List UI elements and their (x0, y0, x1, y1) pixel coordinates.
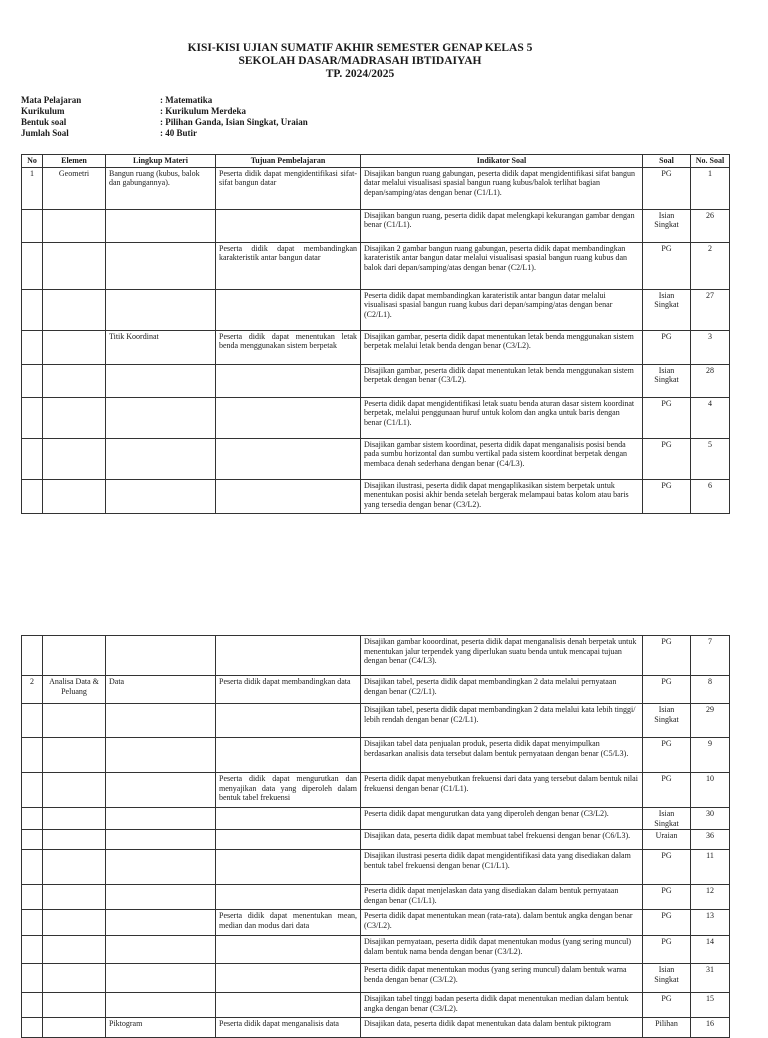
row-lingkup-materi (106, 242, 216, 289)
row-indikator-soal: Disajikan bangun ruang gabungan, peserta didik dapat mengidentifikasi sifat bangun datar melalui visualisasi spasial bangun ruang kubus/balok terlihat bagian depan/samping/atas dengan benar (C1/L1). (361, 167, 643, 209)
row-indikator-soal: Disajikan tabel, peserta didik dapat membandingkan 2 data melalui kata lebih tinggi/ lebih rendah dengan benar (C2/L1). (361, 704, 643, 738)
row-no-soal: 12 (691, 885, 730, 910)
row-no (22, 479, 43, 513)
row-bentuk-soal: Isian Singkat (643, 808, 691, 830)
row-bentuk-soal: PG (643, 479, 691, 513)
row-no (22, 964, 43, 993)
row-no-soal: 11 (691, 850, 730, 885)
row-no-soal: 8 (691, 676, 730, 704)
row-lingkup-materi (106, 364, 216, 397)
row-no (22, 1018, 43, 1038)
row-no-soal: 3 (691, 330, 730, 364)
row-elemen (43, 773, 106, 808)
row-lingkup-materi (106, 438, 216, 479)
header-no: No (22, 155, 43, 168)
header-tujuan-pembelajaran: Tujuan Pembelajaran (216, 155, 361, 168)
row-bentuk-soal: PG (643, 330, 691, 364)
row-lingkup-materi (106, 964, 216, 993)
row-elemen (43, 364, 106, 397)
row-no (22, 885, 43, 910)
row-lingkup-materi (106, 850, 216, 885)
kisi-kisi-table-page1 (21, 154, 730, 514)
row-bentuk-soal: Isian Singkat (643, 364, 691, 397)
row-indikator-soal: Disajikan 2 gambar bangun ruang gabungan, peserta didik dapat membandingkan karateristik antar bangun datar melalui visualisasi spasial bangun ruang kubus dan balok dari depan/samping/atas dengan benar (C2/L1). (361, 242, 643, 289)
table-row (22, 1018, 730, 1038)
header-elemen: Elemen (43, 155, 106, 168)
row-tujuan-pembelajaran (216, 830, 361, 850)
row-indikator-soal: Peserta didik dapat menentukan modus (yang sering muncul) dalam bentuk warna benda dengan benar (C3/L2). (361, 964, 643, 993)
row-lingkup-materi (106, 773, 216, 808)
row-no-soal: 31 (691, 964, 730, 993)
row-tujuan-pembelajaran (216, 364, 361, 397)
row-indikator-soal: Disajikan gambar, peserta didik dapat menentukan letak benda menggunakan sistem berpetak melalui letak benda dengan benar (C3/L2). (361, 330, 643, 364)
row-tujuan-pembelajaran (216, 397, 361, 438)
row-bentuk-soal: PG (643, 993, 691, 1018)
row-tujuan-pembelajaran: Peserta didik dapat menganalisis data (216, 1018, 361, 1038)
row-tujuan-pembelajaran (216, 993, 361, 1018)
row-indikator-soal: Disajikan gambar sistem koordinat, peserta didik dapat menganalisis posisi benda pada sumbu horizontal dan sumbu vertikal pada sistem koordinat berpetak dengan membaca denah sederhana dengan benar (C4/L3). (361, 438, 643, 479)
row-lingkup-materi (106, 397, 216, 438)
row-tujuan-pembelajaran: Peserta didik dapat menentukan letak benda menggunakan sistem berpetak (216, 330, 361, 364)
table-row (22, 242, 730, 289)
kisi-kisi-table-page2 (21, 635, 730, 1038)
row-bentuk-soal: Isian Singkat (643, 964, 691, 993)
table-body (22, 636, 730, 1038)
row-lingkup-materi (106, 910, 216, 936)
row-no (22, 704, 43, 738)
row-no (22, 850, 43, 885)
row-lingkup-materi (106, 636, 216, 676)
meta-row (21, 106, 308, 117)
table-row (22, 330, 730, 364)
row-bentuk-soal: PG (643, 885, 691, 910)
meta-block (21, 95, 308, 139)
row-no (22, 808, 43, 830)
table-row (22, 936, 730, 964)
table-row (22, 885, 730, 910)
header-soal: Soal (643, 155, 691, 168)
document-title-line3: TP. 2024/2025 (325, 68, 395, 80)
row-indikator-soal: Peserta didik dapat membandingkan karateristik antar bangun datar melalui visualisasi spasial bangun ruang kubus dari depan/samping/atas dengan benar (C2/L1). (361, 289, 643, 330)
row-no-soal: 27 (691, 289, 730, 330)
meta-label: Kurikulum (21, 106, 65, 116)
row-no (22, 910, 43, 936)
row-indikator-soal: Disajikan pernyataan, peserta didik dapat menentukan modus (yang sering muncul) dalam bentuk nama benda dengan benar (C3/L2). (361, 936, 643, 964)
row-no-soal: 16 (691, 1018, 730, 1038)
row-tujuan-pembelajaran (216, 964, 361, 993)
row-elemen (43, 209, 106, 242)
row-no-soal: 15 (691, 993, 730, 1018)
row-no (22, 773, 43, 808)
meta-label: Jumlah Soal (21, 128, 69, 138)
row-tujuan-pembelajaran (216, 636, 361, 676)
row-tujuan-pembelajaran: Peserta didik dapat membandingkan data (216, 676, 361, 704)
meta-row (21, 117, 308, 128)
row-no (22, 936, 43, 964)
table-row (22, 993, 730, 1018)
row-bentuk-soal: PG (643, 773, 691, 808)
row-tujuan-pembelajaran: Peserta didik dapat mengidentifikasi sifat-sifat bangun datar (216, 167, 361, 209)
row-bentuk-soal: PG (643, 910, 691, 936)
row-bentuk-soal: PG (643, 850, 691, 885)
meta-value: : 40 Butir (160, 128, 197, 138)
table-row (22, 773, 730, 808)
row-tujuan-pembelajaran (216, 936, 361, 964)
row-bentuk-soal: PG (643, 676, 691, 704)
row-bentuk-soal: PG (643, 738, 691, 773)
meta-value: : Kurikulum Merdeka (160, 106, 247, 116)
row-tujuan-pembelajaran: Peserta didik dapat menentukan mean, median dan modus dari data (216, 910, 361, 936)
row-elemen (43, 704, 106, 738)
row-bentuk-soal: Isian Singkat (643, 209, 691, 242)
row-elemen (43, 885, 106, 910)
row-no-soal: 13 (691, 910, 730, 936)
row-elemen (43, 850, 106, 885)
table-row (22, 479, 730, 513)
row-no-soal: 6 (691, 479, 730, 513)
document-title-line1: KISI-KISI UJIAN SUMATIF AKHIR SEMESTER GENAP KELAS 5 (187, 42, 533, 54)
row-no-soal: 7 (691, 636, 730, 676)
row-no (22, 438, 43, 479)
row-lingkup-materi (106, 209, 216, 242)
table-row (22, 676, 730, 704)
row-tujuan-pembelajaran: Peserta didik dapat membandingkan karakteristik antar bangun datar (216, 242, 361, 289)
row-elemen (43, 936, 106, 964)
row-indikator-soal: Disajikan gambar, peserta didik dapat menentukan letak benda menggunakan sistem berpetak dengan benar (C3/L2). (361, 364, 643, 397)
row-elemen (43, 993, 106, 1018)
row-elemen (43, 289, 106, 330)
row-lingkup-materi (106, 808, 216, 830)
row-bentuk-soal: Isian Singkat (643, 704, 691, 738)
row-lingkup-materi (106, 885, 216, 910)
row-bentuk-soal: Uraian (643, 830, 691, 850)
row-lingkup-materi (106, 993, 216, 1018)
document-title-line2: SEKOLAH DASAR/MADRASAH IBTIDAIYAH (238, 55, 482, 67)
row-bentuk-soal: PG (643, 167, 691, 209)
row-tujuan-pembelajaran (216, 438, 361, 479)
row-tujuan-pembelajaran (216, 738, 361, 773)
row-tujuan-pembelajaran (216, 479, 361, 513)
row-lingkup-materi (106, 479, 216, 513)
table-row (22, 636, 730, 676)
row-bentuk-soal: Pilihan (643, 1018, 691, 1038)
row-no-soal: 1 (691, 167, 730, 209)
row-no (22, 636, 43, 676)
meta-value: : Pilihan Ganda, Isian Singkat, Uraian (160, 117, 308, 127)
row-no (22, 738, 43, 773)
row-bentuk-soal: PG (643, 242, 691, 289)
row-no-soal: 4 (691, 397, 730, 438)
row-no-soal: 36 (691, 830, 730, 850)
row-no-soal: 2 (691, 242, 730, 289)
row-indikator-soal: Disajikan gambar kooordinat, peserta didik dapat menganalisis denah berpetak untuk menentukan jalur terpendek yang diperlukan suatu benda untuk mencapai tujuan dengan benar (C4/L3). (361, 636, 643, 676)
row-indikator-soal: Peserta didik dapat menentukan mean (rata-rata). dalam bentuk angka dengan benar (C3/L2). (361, 910, 643, 936)
row-lingkup-materi (106, 738, 216, 773)
table-header-row (22, 155, 730, 168)
row-indikator-soal: Disajikan ilustrasi peserta didik dapat mengidentifikasi data yang disediakan dalam bentuk tabel frekuensi dengan benar (C1/L1). (361, 850, 643, 885)
row-no-soal: 29 (691, 704, 730, 738)
row-no-soal: 28 (691, 364, 730, 397)
row-no (22, 289, 43, 330)
table-row (22, 910, 730, 936)
table-row (22, 830, 730, 850)
row-indikator-soal: Peserta didik dapat menjelaskan data yang disediakan dalam bentuk pernyataan dengan benar (C1/L1). (361, 885, 643, 910)
table-row (22, 850, 730, 885)
table-row (22, 289, 730, 330)
row-lingkup-materi (106, 704, 216, 738)
row-no: 2 (22, 676, 43, 704)
row-lingkup-materi: Titik Koordinat (106, 330, 216, 364)
row-tujuan-pembelajaran (216, 885, 361, 910)
row-elemen (43, 964, 106, 993)
row-no (22, 242, 43, 289)
row-elemen (43, 636, 106, 676)
row-tujuan-pembelajaran (216, 209, 361, 242)
row-elemen (43, 479, 106, 513)
row-bentuk-soal: Isian Singkat (643, 289, 691, 330)
row-bentuk-soal: PG (643, 936, 691, 964)
row-indikator-soal: Disajikan ilustrasi, peserta didik dapat mengaplikasikan sistem berpetak untuk menentukan posisi akhir benda setelah bergerak melampaui batas kolom atau baris yang tersedia dengan benar (C3/L2). (361, 479, 643, 513)
table-row (22, 438, 730, 479)
row-no-soal: 30 (691, 808, 730, 830)
table-row (22, 167, 730, 209)
row-elemen (43, 330, 106, 364)
row-elemen (43, 910, 106, 936)
row-no-soal: 9 (691, 738, 730, 773)
row-indikator-soal: Peserta didik dapat mengurutkan data yang diperoleh dengan benar (C3/L2). (361, 808, 643, 830)
header-indikator-soal: Indikator Soal (361, 155, 643, 168)
row-no-soal: 5 (691, 438, 730, 479)
row-bentuk-soal: PG (643, 438, 691, 479)
row-indikator-soal: Peserta didik dapat mengidentifikasi letak suatu benda aturan dasar sistem koordinat berpetak, melalui penggunaan huruf untuk kolom dan angka untuk baris dengan benar (C1/L1). (361, 397, 643, 438)
row-tujuan-pembelajaran (216, 808, 361, 830)
row-lingkup-materi (106, 289, 216, 330)
row-lingkup-materi: Bangun ruang (kubus, balok dan gabungannya). (106, 167, 216, 209)
row-no (22, 830, 43, 850)
row-elemen (43, 738, 106, 773)
table-row (22, 364, 730, 397)
row-indikator-soal: Disajikan tabel data penjualan produk, peserta didik dapat menyimpulkan berdasarkan analisis data tersebut dalam bentuk pernyataan dengan benar (C5/L3). (361, 738, 643, 773)
row-indikator-soal: Disajikan data, peserta didik dapat membuat tabel frekuensi dengan benar (C6/L3). (361, 830, 643, 850)
row-elemen (43, 397, 106, 438)
row-elemen (43, 1018, 106, 1038)
row-no (22, 397, 43, 438)
table-row (22, 704, 730, 738)
row-indikator-soal: Disajikan tabel, peserta didik dapat membandingkan 2 data melalui pernyataan dengan benar (C2/L1). (361, 676, 643, 704)
row-lingkup-materi (106, 936, 216, 964)
row-no (22, 209, 43, 242)
row-no (22, 330, 43, 364)
row-lingkup-materi: Data (106, 676, 216, 704)
row-indikator-soal: Peserta didik dapat menyebutkan frekuensi dari data yang tersebut dalam bentuk nilai frekuensi dengan benar (C1/L1). (361, 773, 643, 808)
row-elemen (43, 242, 106, 289)
meta-row (21, 128, 308, 139)
row-lingkup-materi (106, 830, 216, 850)
meta-row (21, 95, 308, 106)
row-elemen: Geometri (43, 167, 106, 209)
row-elemen (43, 808, 106, 830)
row-tujuan-pembelajaran (216, 704, 361, 738)
row-elemen (43, 830, 106, 850)
row-indikator-soal: Disajikan tabel tinggi badan peserta didik dapat menentukan median dalam bentuk angka dengan benar (C3/L2). (361, 993, 643, 1018)
meta-label: Mata Pelajaran (21, 95, 82, 105)
header-no-soal: No. Soal (691, 155, 730, 168)
table-row (22, 808, 730, 830)
table-row (22, 964, 730, 993)
table-row (22, 738, 730, 773)
row-tujuan-pembelajaran (216, 850, 361, 885)
meta-value: : Matematika (160, 95, 213, 105)
table-row (22, 397, 730, 438)
row-bentuk-soal: PG (643, 636, 691, 676)
header-lingkup-materi: Lingkup Materi (106, 155, 216, 168)
meta-label: Bentuk soal (21, 117, 67, 127)
row-elemen: Analisa Data & Peluang (43, 676, 106, 704)
row-no-soal: 10 (691, 773, 730, 808)
table-row (22, 209, 730, 242)
row-elemen (43, 438, 106, 479)
row-no: 1 (22, 167, 43, 209)
row-tujuan-pembelajaran (216, 289, 361, 330)
row-lingkup-materi: Piktogram (106, 1018, 216, 1038)
row-no (22, 993, 43, 1018)
row-no (22, 364, 43, 397)
row-indikator-soal: Disajikan bangun ruang, peserta didik dapat melengkapi kekurangan gambar dengan benar (C1/L1). (361, 209, 643, 242)
table-body (22, 167, 730, 513)
row-no-soal: 14 (691, 936, 730, 964)
row-tujuan-pembelajaran: Peserta didik dapat mengurutkan dan menyajikan data yang diperoleh dalam bentuk tabel frekuensi (216, 773, 361, 808)
row-indikator-soal: Disajikan data, peserta didik dapat menentukan data dalam bentuk piktogram (361, 1018, 643, 1038)
row-bentuk-soal: PG (643, 397, 691, 438)
row-no-soal: 26 (691, 209, 730, 242)
